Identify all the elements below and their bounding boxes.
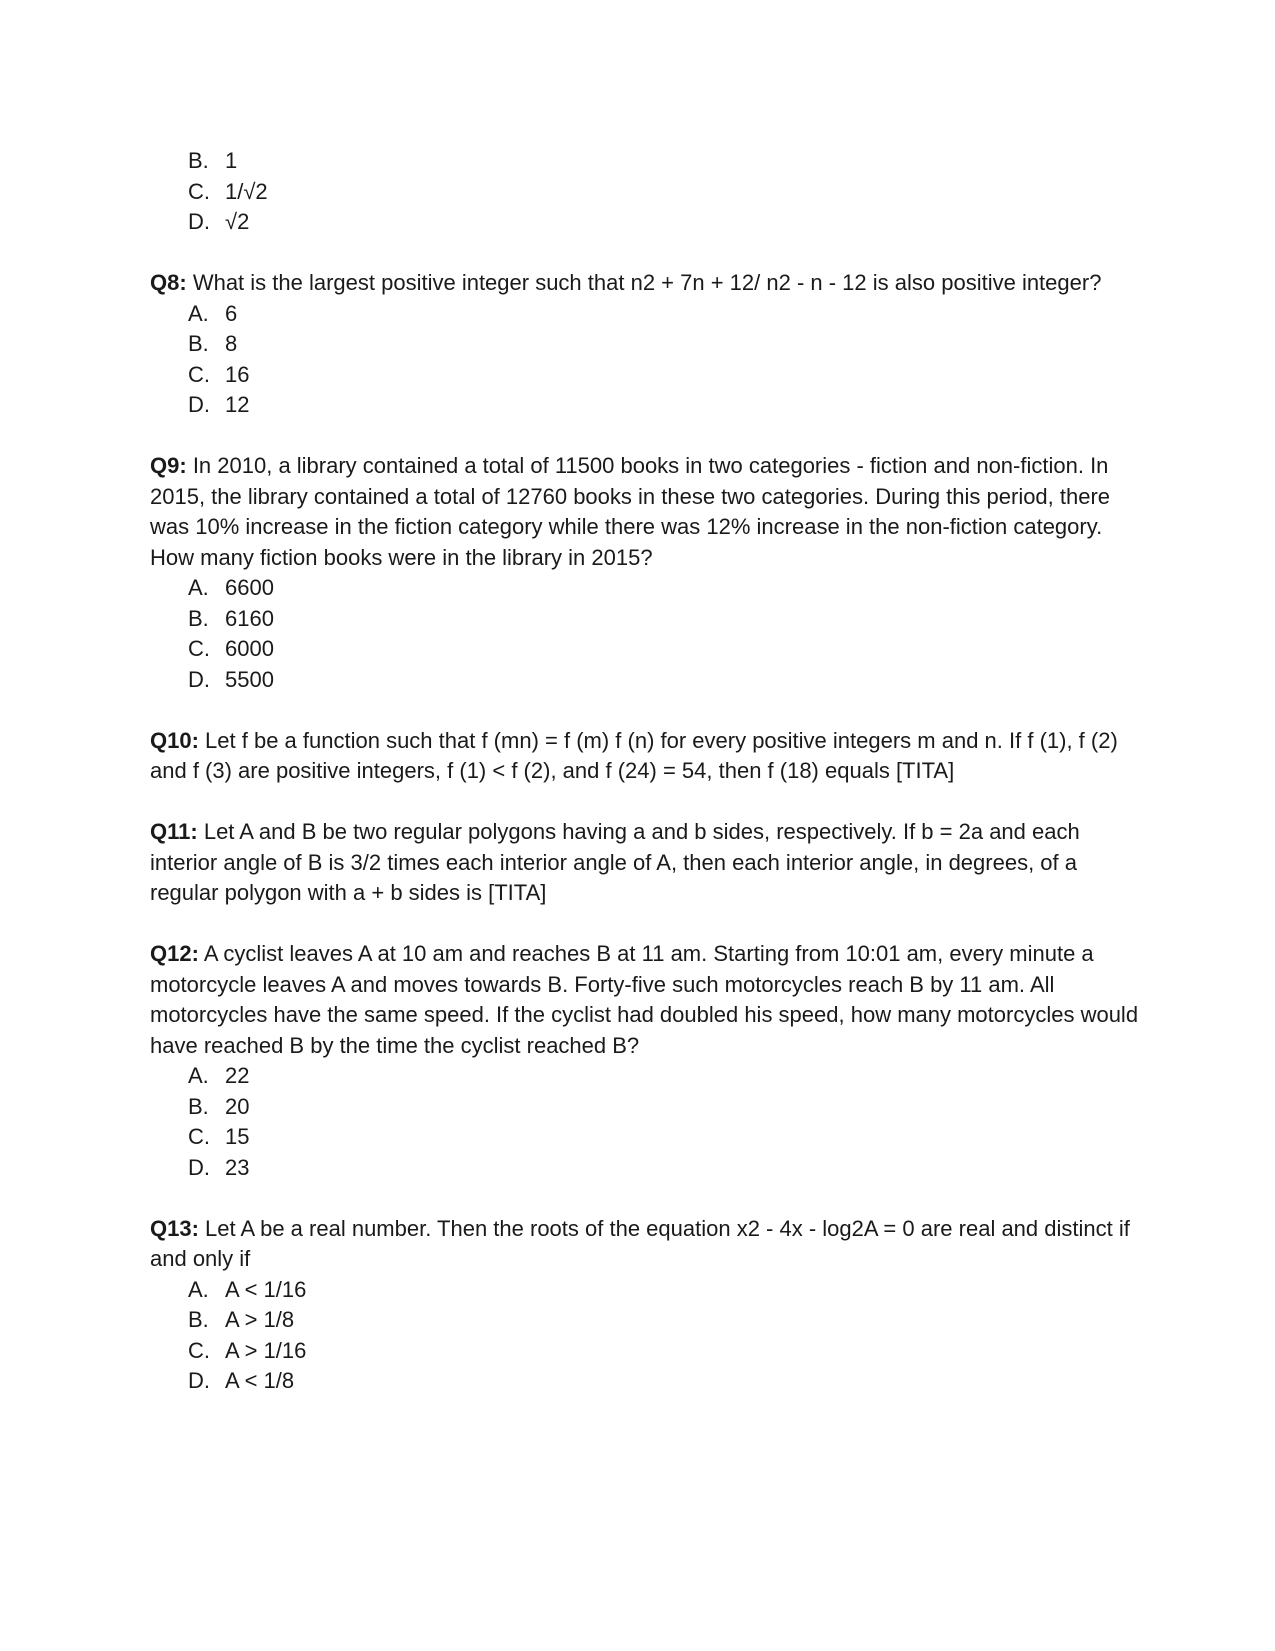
option-c — [188, 634, 1140, 665]
option-letter: C. — [188, 1337, 210, 1363]
carryover-option-list — [150, 146, 1140, 238]
option-a — [188, 1275, 1140, 1306]
option-d — [188, 207, 1140, 238]
question-label: Q8: — [150, 270, 187, 295]
question-10 — [150, 726, 1140, 787]
option-letter: A. — [188, 575, 209, 600]
option-a — [188, 1061, 1140, 1092]
option-text: A < 1/16 — [225, 1276, 307, 1302]
option-text: 15 — [225, 1124, 250, 1149]
option-letter: B. — [188, 331, 209, 356]
spacer — [150, 695, 1140, 726]
option-b — [188, 1305, 1140, 1336]
option-text: A < 1/8 — [225, 1368, 295, 1393]
question-label: Q13: — [150, 1215, 199, 1241]
option-c — [188, 1336, 1140, 1367]
spacer — [150, 909, 1140, 940]
question-body: In 2010, a library contained a total of 11500 books in two categories - fiction and non-fiction. In 2015, the library contained a total of 12760 books in these two categories. During this period, there was 10% increase in the fiction category while there was 12% increase in the non-fiction category. How many fiction books were in the library in 2015? — [150, 453, 1111, 570]
option-text: 5500 — [225, 666, 274, 692]
question-text — [150, 268, 1140, 299]
option-a — [188, 299, 1140, 330]
option-text: 12 — [225, 392, 250, 417]
option-b — [188, 146, 1140, 177]
question-12 — [150, 939, 1140, 1183]
option-list — [150, 1061, 1140, 1183]
option-c — [188, 177, 1140, 208]
question-label: Q12: — [150, 941, 199, 966]
option-d — [188, 390, 1140, 421]
option-text: A > 1/16 — [225, 1337, 307, 1363]
option-text: 6600 — [225, 575, 274, 600]
option-letter: A. — [188, 1276, 209, 1302]
question-body: Let f be a function such that f (mn) = f (m) f (n) for every positive integers m and n. If f (1), f (2) and f (3) are positive integers, f (1) < f (2), and f (24) = 54, then f (18) equals [TITA] — [150, 727, 1118, 783]
option-letter: B. — [188, 1307, 209, 1332]
spacer — [150, 421, 1140, 452]
option-letter: A. — [188, 1063, 209, 1088]
option-list — [150, 1275, 1140, 1397]
option-text: 8 — [225, 331, 238, 356]
option-list — [150, 299, 1140, 421]
question-8 — [150, 268, 1140, 421]
option-text: 16 — [225, 361, 250, 387]
option-b — [188, 1092, 1140, 1123]
option-text: 6160 — [225, 605, 274, 631]
question-label: Q10: — [150, 727, 199, 753]
question-label: Q11: — [150, 819, 198, 844]
option-letter: D. — [188, 666, 210, 692]
spacer — [150, 787, 1140, 818]
question-body: Let A be a real number. Then the roots of the equation x2 - 4x - log2A = 0 are real and distinct if and only if — [150, 1215, 1130, 1271]
option-text: 20 — [225, 1093, 250, 1119]
option-c — [188, 1122, 1140, 1153]
option-text: 6 — [225, 300, 238, 326]
option-letter: B. — [188, 1093, 209, 1119]
option-letter: D. — [188, 1154, 210, 1180]
option-text: √2 — [225, 209, 250, 234]
question-text — [150, 451, 1140, 573]
option-letter: C. — [188, 361, 210, 387]
document-page — [150, 146, 1140, 1397]
option-text: 1/√2 — [225, 178, 268, 204]
option-d — [188, 1153, 1140, 1184]
option-text: 1 — [225, 148, 238, 173]
option-text: A > 1/8 — [225, 1307, 295, 1332]
option-b — [188, 329, 1140, 360]
option-letter: C. — [188, 178, 210, 204]
option-letter: A. — [188, 300, 209, 326]
option-letter: B. — [188, 148, 209, 173]
option-text: 6000 — [225, 636, 274, 661]
question-body: What is the largest positive integer such that n2 + 7n + 12/ n2 - n - 12 is also positive integer? — [192, 270, 1102, 295]
option-letter: D. — [188, 392, 210, 417]
option-text: 23 — [225, 1154, 250, 1180]
spacer — [150, 238, 1140, 269]
option-letter: C. — [188, 636, 210, 661]
option-letter: D. — [188, 1368, 210, 1393]
question-body: Let A and B be two regular polygons having a and b sides, respectively. If b = 2a and each interior angle of B is 3/2 times each interior angle of A, then each interior angle, in degrees, of a regular polygon with a + b sides is [TITA] — [150, 819, 1080, 905]
question-text — [150, 939, 1140, 1061]
option-d — [188, 1366, 1140, 1397]
option-list — [150, 573, 1140, 695]
option-b — [188, 604, 1140, 635]
question-body: A cyclist leaves A at 10 am and reaches B at 11 am. Starting from 10:01 am, every minute a motorcycle leaves A and moves towards B. Forty-five such motorcycles reach B by 11 am. All motorcycles have the same speed. If the cyclist had doubled his speed, how many motorcycles would have reached B by the time the cyclist reached B? — [150, 941, 1139, 1058]
question-text — [150, 1214, 1140, 1275]
question-13 — [150, 1214, 1140, 1397]
question-label: Q9: — [150, 453, 187, 478]
question-9 — [150, 451, 1140, 695]
option-letter: D. — [188, 209, 210, 234]
option-letter: B. — [188, 605, 209, 631]
question-11 — [150, 817, 1140, 909]
question-text — [150, 726, 1140, 787]
option-a — [188, 573, 1140, 604]
spacer — [150, 1183, 1140, 1214]
option-d — [188, 665, 1140, 696]
option-letter: C. — [188, 1124, 210, 1149]
question-text — [150, 817, 1140, 909]
option-text: 22 — [225, 1063, 250, 1088]
option-c — [188, 360, 1140, 391]
